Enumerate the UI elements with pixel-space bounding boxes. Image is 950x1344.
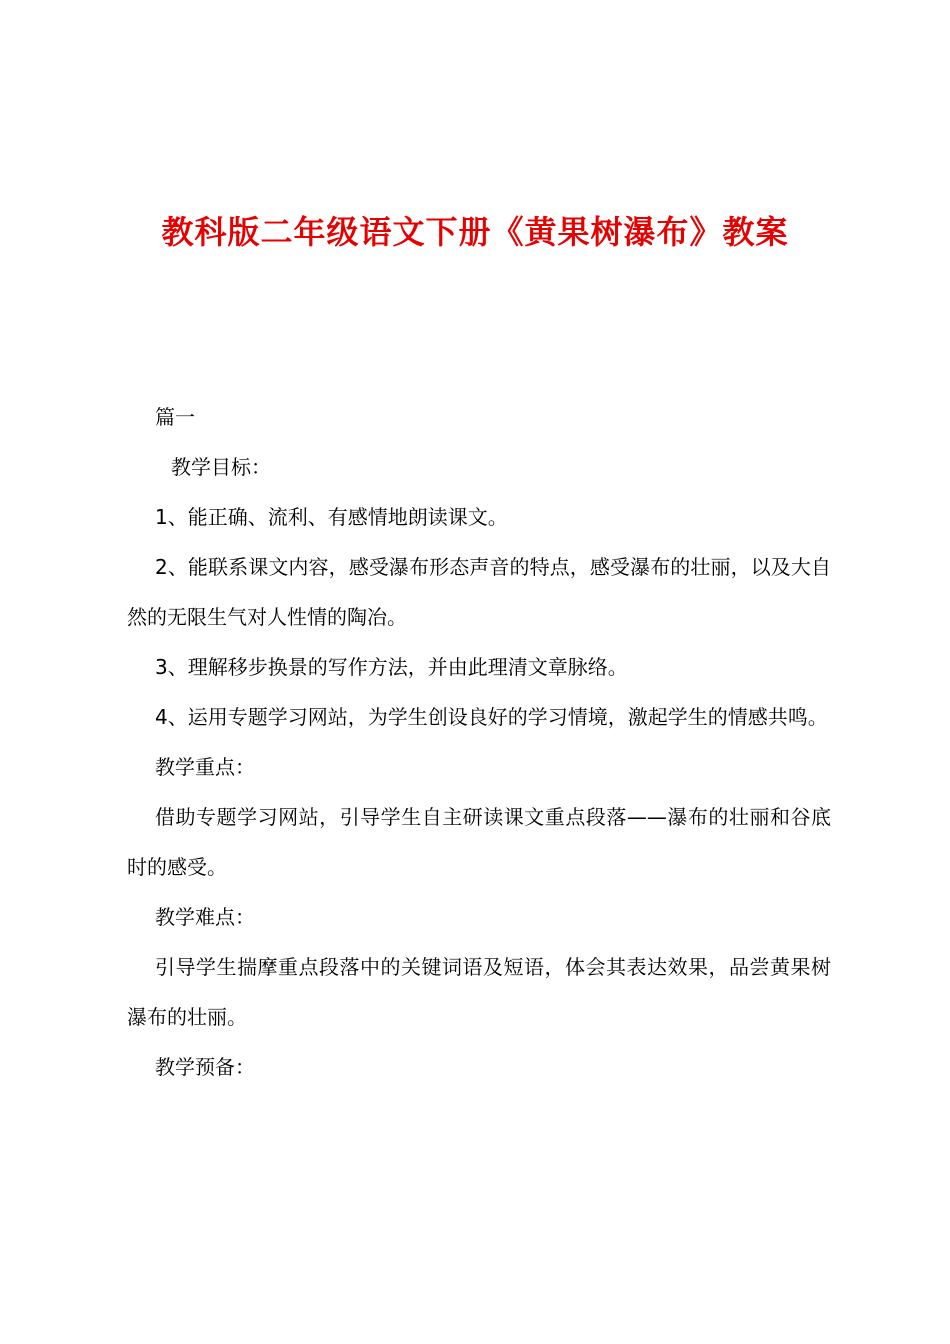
difficulties-text: 引导学生揣摩重点段落中的关键词语及短语，体会其表达效果，品尝黄果树瀑布的壮丽。 <box>127 955 831 1029</box>
document-body <box>127 392 831 1092</box>
section-heading: 篇一 <box>155 405 195 429</box>
objectives-heading: 教学目标： <box>171 455 271 479</box>
objective-item-1: 1、能正确、流利、有感情地朗读课文。 <box>155 505 508 529</box>
preparation-heading: 教学预备： <box>155 1055 255 1079</box>
objective-item-2: 2、能联系课文内容，感受瀑布形态声音的特点，感受瀑布的壮丽，以及大自然的无限生气对人性情的陶冶。 <box>127 555 831 629</box>
document-title: 教科版二年级语文下册《黄果树瀑布》教案 <box>161 213 789 251</box>
difficulties-heading: 教学难点： <box>155 905 255 929</box>
key-points-heading: 教学重点： <box>155 755 255 779</box>
objective-item-3: 3、理解移步换景的写作方法，并由此理清文章脉络。 <box>155 655 628 679</box>
objective-item-4: 4、运用专题学习网站，为学生创设良好的学习情境，激起学生的情感共鸣。 <box>155 705 828 729</box>
key-points-text: 借助专题学习网站，引导学生自主研读课文重点段落——瀑布的壮丽和谷底时的感受。 <box>127 805 831 879</box>
